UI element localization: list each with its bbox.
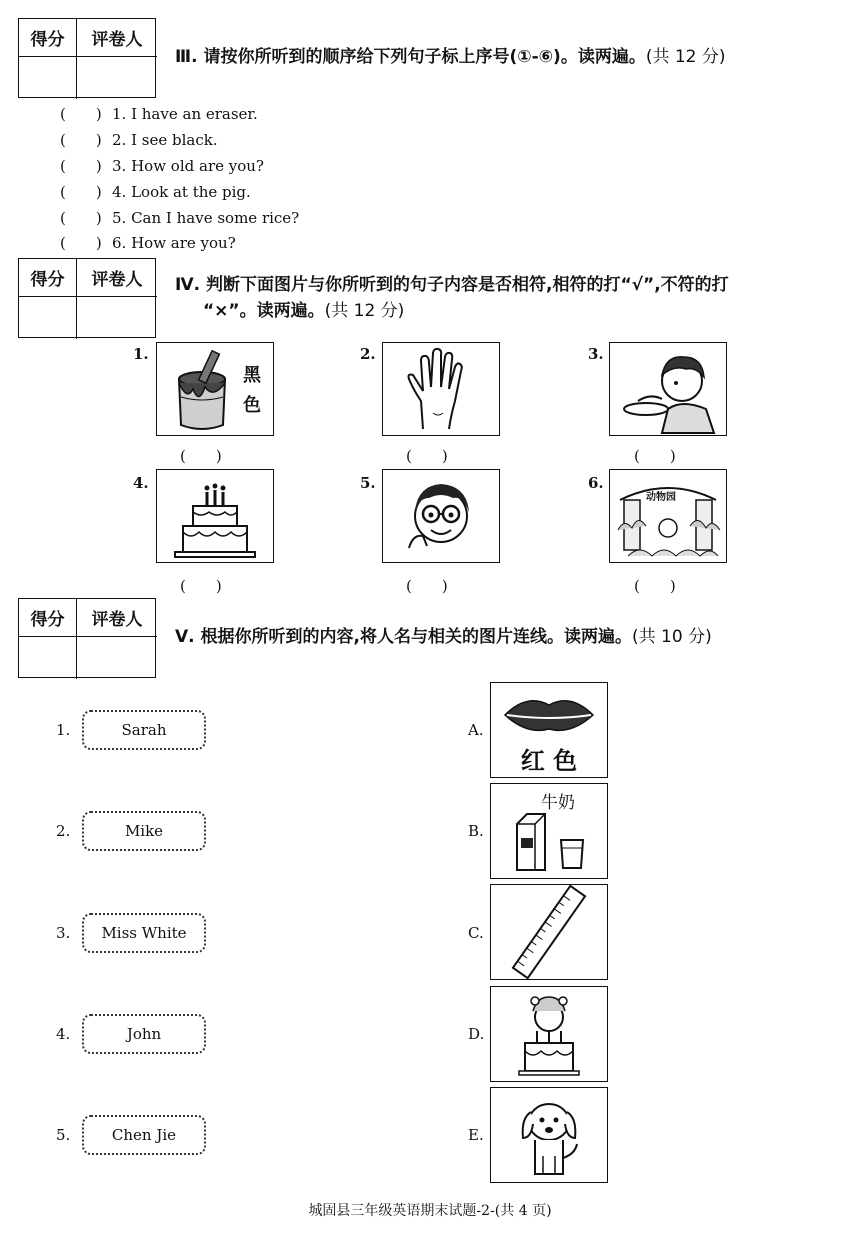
section3-title: Ⅲ. 请按你所听到的顺序给下列句子标上序号(①-⑥)。读两遍。 bbox=[175, 47, 646, 67]
picture-frame bbox=[609, 469, 727, 563]
match-picture-b[interactable] bbox=[490, 783, 608, 879]
picture-frame bbox=[156, 342, 274, 436]
score-field[interactable] bbox=[19, 57, 77, 99]
section5-heading bbox=[175, 624, 712, 650]
score-field[interactable] bbox=[19, 637, 77, 679]
name-number: 3. bbox=[56, 924, 71, 942]
picture-caption: 动物园 bbox=[646, 492, 676, 503]
picture-frame bbox=[609, 342, 727, 436]
ruler-icon bbox=[491, 885, 607, 979]
picture-frame bbox=[382, 469, 500, 563]
picture-caption: 色 bbox=[243, 395, 261, 416]
name-tag-mike[interactable] bbox=[82, 811, 206, 851]
answer-blank[interactable]: ( ) bbox=[60, 131, 102, 149]
picture-frame bbox=[382, 342, 500, 436]
list-item bbox=[60, 207, 299, 229]
boy-with-glasses-icon bbox=[383, 470, 499, 562]
score-box-section3 bbox=[18, 18, 156, 98]
list-item bbox=[60, 232, 236, 254]
name-label: Sarah bbox=[121, 721, 167, 739]
answer-blank[interactable]: ( ) bbox=[60, 183, 102, 201]
birthday-cake-icon bbox=[157, 470, 273, 562]
sentence-text: 3. How old are you? bbox=[112, 157, 264, 175]
name-label: Miss White bbox=[101, 924, 187, 942]
picture-number: 5. bbox=[360, 474, 376, 492]
answer-blank[interactable]: ( ) bbox=[60, 209, 102, 227]
picture-letter: A. bbox=[468, 721, 484, 739]
score-box-section5 bbox=[18, 598, 156, 678]
picture-number: 3. bbox=[588, 345, 604, 363]
lips-icon bbox=[491, 683, 607, 743]
section4-heading bbox=[175, 272, 729, 324]
birthday-girl-icon bbox=[491, 987, 607, 1081]
section4-points: (共 12 分) bbox=[324, 301, 405, 321]
milk-icon bbox=[491, 784, 607, 878]
section4-title-line1: Ⅳ. 判断下面图片与你所听到的句子内容是否相符,相符的打“√”,不符的打 bbox=[175, 275, 729, 295]
answer-blank[interactable]: ( ) bbox=[634, 577, 676, 595]
grader-field[interactable] bbox=[77, 637, 157, 679]
picture-number: 6. bbox=[588, 474, 604, 492]
sentence-text: 2. I see black. bbox=[112, 131, 218, 149]
name-tag-miss-white[interactable] bbox=[82, 913, 206, 953]
section5-points: (共 10 分) bbox=[632, 627, 712, 647]
section3-heading bbox=[175, 44, 726, 70]
picture-letter: C. bbox=[468, 924, 484, 942]
name-tag-chen-jie[interactable] bbox=[82, 1115, 206, 1155]
grader-label: 评卷人 bbox=[77, 599, 157, 637]
score-label: 得分 bbox=[19, 259, 77, 297]
grader-field[interactable] bbox=[77, 297, 157, 339]
name-number: 1. bbox=[56, 721, 71, 739]
answer-blank[interactable]: ( ) bbox=[60, 157, 102, 175]
grader-label: 评卷人 bbox=[77, 259, 157, 297]
paint-bucket-icon bbox=[157, 343, 273, 435]
picture-caption: 黑 bbox=[243, 365, 261, 386]
list-item bbox=[60, 181, 251, 203]
answer-blank[interactable]: ( ) bbox=[180, 447, 222, 465]
list-item bbox=[60, 103, 258, 125]
list-item bbox=[60, 155, 264, 177]
name-number: 4. bbox=[56, 1025, 71, 1043]
match-picture-d[interactable] bbox=[490, 986, 608, 1082]
name-tag-sarah[interactable] bbox=[82, 710, 206, 750]
picture-caption: 红 色 bbox=[520, 747, 578, 775]
picture-letter: D. bbox=[468, 1025, 485, 1043]
answer-blank[interactable]: ( ) bbox=[60, 234, 102, 252]
picture-number: 4. bbox=[133, 474, 149, 492]
page-footer: 城固县三年级英语期末试题-2-(共 4 页) bbox=[308, 1203, 552, 1219]
sentence-text: 4. Look at the pig. bbox=[112, 183, 251, 201]
picture-number: 1. bbox=[133, 345, 149, 363]
answer-blank[interactable]: ( ) bbox=[406, 577, 448, 595]
list-item bbox=[60, 129, 218, 151]
section4-title-line2-text: “×”。读两遍。 bbox=[203, 301, 325, 321]
name-number: 5. bbox=[56, 1126, 71, 1144]
section5-title: Ⅴ. 根据你所听到的内容,将人名与相关的图片连线。读两遍。 bbox=[175, 627, 632, 647]
answer-blank[interactable]: ( ) bbox=[634, 447, 676, 465]
sentence-text: 5. Can I have some rice? bbox=[112, 209, 300, 227]
name-tag-john[interactable] bbox=[82, 1014, 206, 1054]
hand-icon bbox=[383, 343, 499, 435]
section4-title-line2 bbox=[175, 298, 729, 324]
name-label: Chen Jie bbox=[111, 1126, 177, 1144]
answer-blank[interactable]: ( ) bbox=[406, 447, 448, 465]
match-picture-a[interactable] bbox=[490, 682, 608, 778]
grader-field[interactable] bbox=[77, 57, 157, 99]
name-number: 2. bbox=[56, 822, 71, 840]
score-label: 得分 bbox=[19, 599, 77, 637]
name-label: John bbox=[126, 1025, 162, 1043]
score-label: 得分 bbox=[19, 19, 77, 57]
zoo-icon bbox=[610, 470, 726, 562]
section3-points: (共 12 分) bbox=[645, 47, 726, 67]
picture-caption: 牛奶 bbox=[541, 793, 575, 813]
answer-blank[interactable]: ( ) bbox=[60, 105, 102, 123]
sentence-text: 6. How are you? bbox=[112, 234, 236, 252]
picture-letter: E. bbox=[468, 1126, 484, 1144]
boy-eating-icon bbox=[610, 343, 726, 435]
answer-blank[interactable]: ( ) bbox=[180, 577, 222, 595]
match-picture-e[interactable] bbox=[490, 1087, 608, 1183]
picture-number: 2. bbox=[360, 345, 376, 363]
score-box-section4 bbox=[18, 258, 156, 338]
dog-icon bbox=[491, 1088, 607, 1182]
sentence-text: 1. I have an eraser. bbox=[112, 105, 258, 123]
grader-label: 评卷人 bbox=[77, 19, 157, 57]
match-picture-c[interactable] bbox=[490, 884, 608, 980]
name-label: Mike bbox=[124, 822, 164, 840]
score-field[interactable] bbox=[19, 297, 77, 339]
picture-letter: B. bbox=[468, 822, 484, 840]
picture-frame bbox=[156, 469, 274, 563]
